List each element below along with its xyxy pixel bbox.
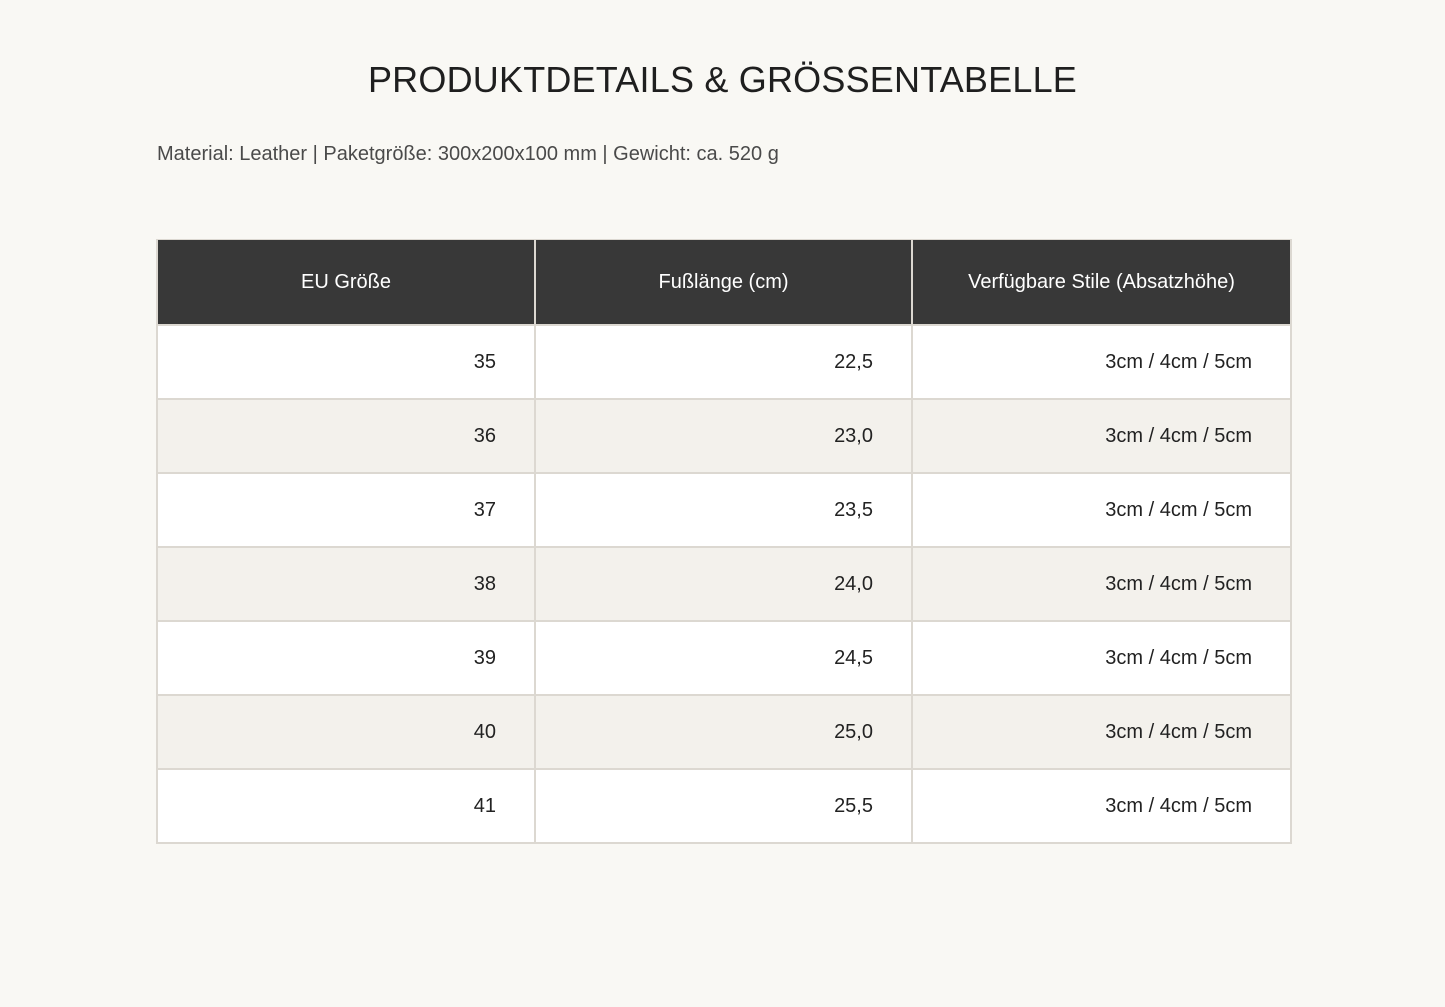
table-row bbox=[157, 399, 1291, 473]
cell-eu-size: 36 bbox=[157, 399, 535, 473]
cell-eu-size: 35 bbox=[157, 325, 535, 399]
header-styles: Verfügbare Stile (Absatzhöhe) bbox=[912, 240, 1291, 326]
cell-foot-length: 24,0 bbox=[535, 547, 912, 621]
table-row bbox=[157, 547, 1291, 621]
cell-foot-length: 25,5 bbox=[535, 769, 912, 843]
cell-styles: 3cm / 4cm / 5cm bbox=[912, 473, 1291, 547]
cell-foot-length: 25,0 bbox=[535, 695, 912, 769]
table-row bbox=[157, 769, 1291, 843]
cell-foot-length: 24,5 bbox=[535, 621, 912, 695]
cell-styles: 3cm / 4cm / 5cm bbox=[912, 621, 1291, 695]
table-row bbox=[157, 695, 1291, 769]
cell-styles: 3cm / 4cm / 5cm bbox=[912, 695, 1291, 769]
cell-eu-size: 41 bbox=[157, 769, 535, 843]
header-eu-size: EU Größe bbox=[157, 240, 535, 326]
cell-styles: 3cm / 4cm / 5cm bbox=[912, 399, 1291, 473]
cell-eu-size: 37 bbox=[157, 473, 535, 547]
cell-styles: 3cm / 4cm / 5cm bbox=[912, 769, 1291, 843]
cell-styles: 3cm / 4cm / 5cm bbox=[912, 547, 1291, 621]
cell-eu-size: 40 bbox=[157, 695, 535, 769]
cell-foot-length: 23,5 bbox=[535, 473, 912, 547]
product-specs: Material: Leather | Paketgröße: 300x200x100 mm | Gewicht: ca. 520 g bbox=[157, 143, 779, 165]
size-table bbox=[156, 239, 1292, 844]
table-row bbox=[157, 621, 1291, 695]
table-header-row bbox=[157, 240, 1291, 326]
cell-styles: 3cm / 4cm / 5cm bbox=[912, 325, 1291, 399]
cell-foot-length: 23,0 bbox=[535, 399, 912, 473]
cell-foot-length: 22,5 bbox=[535, 325, 912, 399]
cell-eu-size: 38 bbox=[157, 547, 535, 621]
cell-eu-size: 39 bbox=[157, 621, 535, 695]
header-foot-length: Fußlänge (cm) bbox=[535, 240, 912, 326]
table-row bbox=[157, 325, 1291, 399]
table-row bbox=[157, 473, 1291, 547]
page-title: PRODUKTDETAILS & GRÖSSENTABELLE bbox=[367, 59, 1078, 100]
